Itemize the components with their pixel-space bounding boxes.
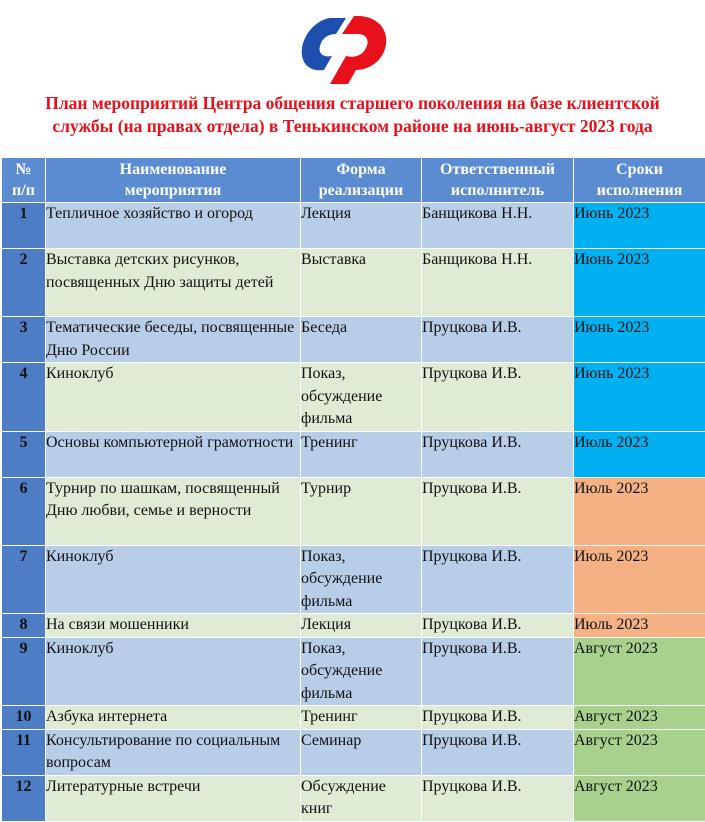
row-responsible: Пруцкова И.В.	[422, 637, 574, 706]
row-name: Выставка детских рисунков, посвященных Дню защиты детей	[46, 249, 301, 317]
logo-blue-shape	[302, 18, 346, 70]
page-title	[0, 92, 705, 138]
header-responsible: Ответственный исполнитель	[422, 158, 574, 203]
row-form: Обсуждение книг	[301, 775, 422, 821]
title-line-2: службы (на правах отдела) в Тенькинском районе на июнь-август 2023 года	[0, 115, 705, 138]
row-responsible: Пруцкова И.В.	[422, 431, 574, 477]
row-name: Киноклуб	[46, 637, 301, 706]
row-name: Основы компьютерной грамотности	[46, 431, 301, 477]
table-row	[2, 729, 705, 775]
row-num: 5	[2, 431, 46, 477]
row-responsible: Пруцкова И.В.	[422, 317, 574, 363]
row-num: 10	[2, 706, 46, 730]
row-responsible: Пруцкова И.В.	[422, 477, 574, 545]
row-responsible: Банщикова Н.Н.	[422, 203, 574, 249]
row-responsible: Пруцкова И.В.	[422, 614, 574, 638]
row-term: Июль 2023	[574, 614, 705, 638]
table-row	[2, 637, 705, 706]
row-num: 2	[2, 249, 46, 317]
row-name: Азбука интернета	[46, 706, 301, 730]
row-num: 12	[2, 775, 46, 821]
row-term: Июнь 2023	[574, 363, 705, 432]
row-form: Семинар	[301, 729, 422, 775]
row-name: Турнир по шашкам, посвященный Дню любви, семье и верности	[46, 477, 301, 545]
title-line-1: План мероприятий Центра общения старшего поколения на базе клиентской	[0, 92, 705, 115]
sfr-logo	[286, 4, 396, 92]
row-form: Выставка	[301, 249, 422, 317]
row-num: 1	[2, 203, 46, 249]
row-form: Лекция	[301, 614, 422, 638]
row-name: Киноклуб	[46, 545, 301, 614]
header-form: Форма реализации	[301, 158, 422, 203]
events-table	[1, 157, 705, 822]
row-name: Литературные встречи	[46, 775, 301, 821]
row-term: Июль 2023	[574, 477, 705, 545]
row-num: 6	[2, 477, 46, 545]
row-num: 3	[2, 317, 46, 363]
row-term: Июнь 2023	[574, 249, 705, 317]
row-form: Тренинг	[301, 706, 422, 730]
header-term: Сроки исполнения	[574, 158, 705, 203]
table-row	[2, 775, 705, 821]
row-form: Турнир	[301, 477, 422, 545]
row-name: На связи мошенники	[46, 614, 301, 638]
table-row	[2, 706, 705, 730]
row-num: 7	[2, 545, 46, 614]
row-name: Тепличное хозяйство и огород	[46, 203, 301, 249]
row-form: Лекция	[301, 203, 422, 249]
table-row	[2, 363, 705, 432]
row-responsible: Пруцкова И.В.	[422, 706, 574, 730]
row-name: Консультирование по социальным вопросам	[46, 729, 301, 775]
row-term: Июль 2023	[574, 431, 705, 477]
table-row	[2, 249, 705, 317]
table-row	[2, 317, 705, 363]
row-num: 11	[2, 729, 46, 775]
row-num: 4	[2, 363, 46, 432]
row-responsible: Пруцкова И.В.	[422, 363, 574, 432]
row-form: Показ, обсуждение фильма	[301, 637, 422, 706]
row-name: Киноклуб	[46, 363, 301, 432]
table-row	[2, 203, 705, 249]
row-responsible: Пруцкова И.В.	[422, 545, 574, 614]
row-term: Июль 2023	[574, 545, 705, 614]
row-term: Август 2023	[574, 637, 705, 706]
row-term: Июнь 2023	[574, 317, 705, 363]
table-row	[2, 477, 705, 545]
row-term: Июнь 2023	[574, 203, 705, 249]
row-form: Беседа	[301, 317, 422, 363]
row-name: Тематические беседы, посвященные Дню России	[46, 317, 301, 363]
row-responsible: Пруцкова И.В.	[422, 729, 574, 775]
row-responsible: Пруцкова И.В.	[422, 775, 574, 821]
row-term: Август 2023	[574, 775, 705, 821]
row-num: 8	[2, 614, 46, 638]
row-term: Август 2023	[574, 729, 705, 775]
table-row	[2, 614, 705, 638]
table-header-row	[2, 158, 705, 203]
row-form: Показ, обсуждение фильма	[301, 363, 422, 432]
table-row	[2, 431, 705, 477]
table-row	[2, 545, 705, 614]
row-form: Тренинг	[301, 431, 422, 477]
row-num: 9	[2, 637, 46, 706]
header-num: № п/п	[2, 158, 46, 203]
header-name: Наименование мероприятия	[46, 158, 301, 203]
row-term: Август 2023	[574, 706, 705, 730]
row-responsible: Банщикова Н.Н.	[422, 249, 574, 317]
row-form: Показ, обсуждение фильма	[301, 545, 422, 614]
